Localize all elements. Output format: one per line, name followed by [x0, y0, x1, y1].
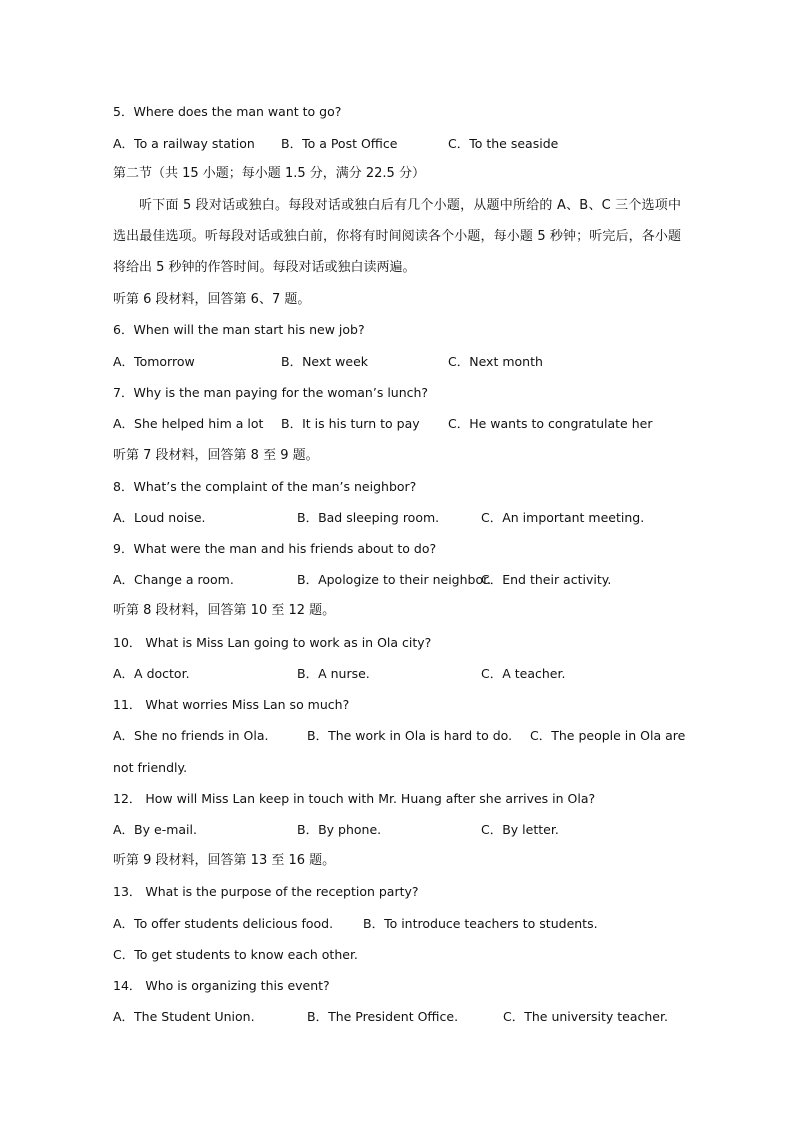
question-6-options: [0, 354, 794, 370]
option-c-continued: not friendly.: [113, 760, 188, 775]
material-label: 听第 6 段材料，回答第 6、7 题。: [113, 292, 311, 307]
option-c: C．He wants to congratulate her: [448, 416, 653, 431]
question-11-options: [0, 728, 794, 744]
option-c: C．The people in Ola are: [530, 728, 686, 743]
option-a: A．To a railway station: [113, 136, 255, 151]
option-a: A．By e-mail.: [113, 822, 197, 837]
section-instructions: 听下面 5 段对话或独白。每段对话或独白后有几个小题，从题中所给的 A、B、C 三个选项中选出最佳选项。听每段对话或独白前，你将有时间阅读各个小题，每小题 5 秒钟；听完后，各小题将给出 5 秒钟的作答时间。每段对话或独白读两遍。: [113, 198, 681, 275]
option-b: B．A nurse.: [297, 666, 370, 681]
option-b: B．The work in Ola is hard to do.: [307, 728, 513, 743]
question-8-options: [0, 510, 794, 526]
option-b: B．To introduce teachers to students.: [363, 916, 598, 931]
question-13: 13． What is the purpose of the reception party?: [113, 884, 419, 899]
question-8: 8．What’s the complaint of the man’s neighbor?: [113, 479, 417, 494]
option-c: C．The university teacher.: [503, 1009, 668, 1024]
option-c: C．End their activity.: [481, 572, 612, 587]
question-7-options: [0, 416, 794, 432]
question-5-options: [0, 136, 794, 152]
option-b: B．The President Office.: [307, 1009, 459, 1024]
question-14: 14． Who is organizing this event?: [113, 978, 330, 993]
question-6: 6．When will the man start his new job?: [113, 322, 365, 337]
option-a: A．She no friends in Ola.: [113, 728, 269, 743]
option-a: A．Tomorrow: [113, 354, 195, 369]
question-12: 12． How will Miss Lan keep in touch with Mr. Huang after she arrives in Ola?: [113, 791, 596, 806]
option-b: B．To a Post Office: [281, 136, 398, 151]
question-9-options: [0, 572, 794, 588]
option-a: A．She helped him a lot: [113, 416, 264, 431]
material-label: 听第 7 段材料，回答第 8 至 9 题。: [113, 448, 319, 463]
option-c: C．To get students to know each other.: [113, 947, 358, 962]
option-c: C．To the seaside: [448, 136, 559, 151]
option-a: A．The Student Union.: [113, 1009, 255, 1024]
option-b: B．Next week: [281, 354, 369, 369]
material-label: 听第 9 段材料，回答第 13 至 16 题。: [113, 853, 336, 868]
option-b: B．Bad sleeping room.: [297, 510, 440, 525]
question-12-options: [0, 822, 794, 838]
question-10: 10． What is Miss Lan going to work as in Ola city?: [113, 635, 432, 650]
question-10-options: [0, 666, 794, 682]
option-a: A．Change a room.: [113, 572, 234, 587]
option-c: C．Next month: [448, 354, 543, 369]
option-c: C．An important meeting.: [481, 510, 645, 525]
question-5: 5．Where does the man want to go?: [113, 104, 342, 119]
question-11: 11． What worries Miss Lan so much?: [113, 697, 350, 712]
option-b: B．By phone.: [297, 822, 382, 837]
question-13-options: [0, 916, 794, 932]
option-b: B．Apologize to their neighbor.: [297, 572, 492, 587]
question-9: 9．What were the man and his friends about to do?: [113, 541, 437, 556]
option-c: C．A teacher.: [481, 666, 566, 681]
material-label: 听第 8 段材料，回答第 10 至 12 题。: [113, 603, 336, 618]
question-14-options: [0, 1009, 794, 1025]
option-a: A．To offer students delicious food.: [113, 916, 334, 931]
question-7: 7．Why is the man paying for the woman’s lunch?: [113, 385, 429, 400]
option-c: C．By letter.: [481, 822, 559, 837]
option-a: A．A doctor.: [113, 666, 190, 681]
section-heading: 第二节（共 15 小题；每小题 1.5 分，满分 22.5 分）: [113, 166, 425, 181]
option-a: A．Loud noise.: [113, 510, 206, 525]
option-b: B．It is his turn to pay: [281, 416, 420, 431]
